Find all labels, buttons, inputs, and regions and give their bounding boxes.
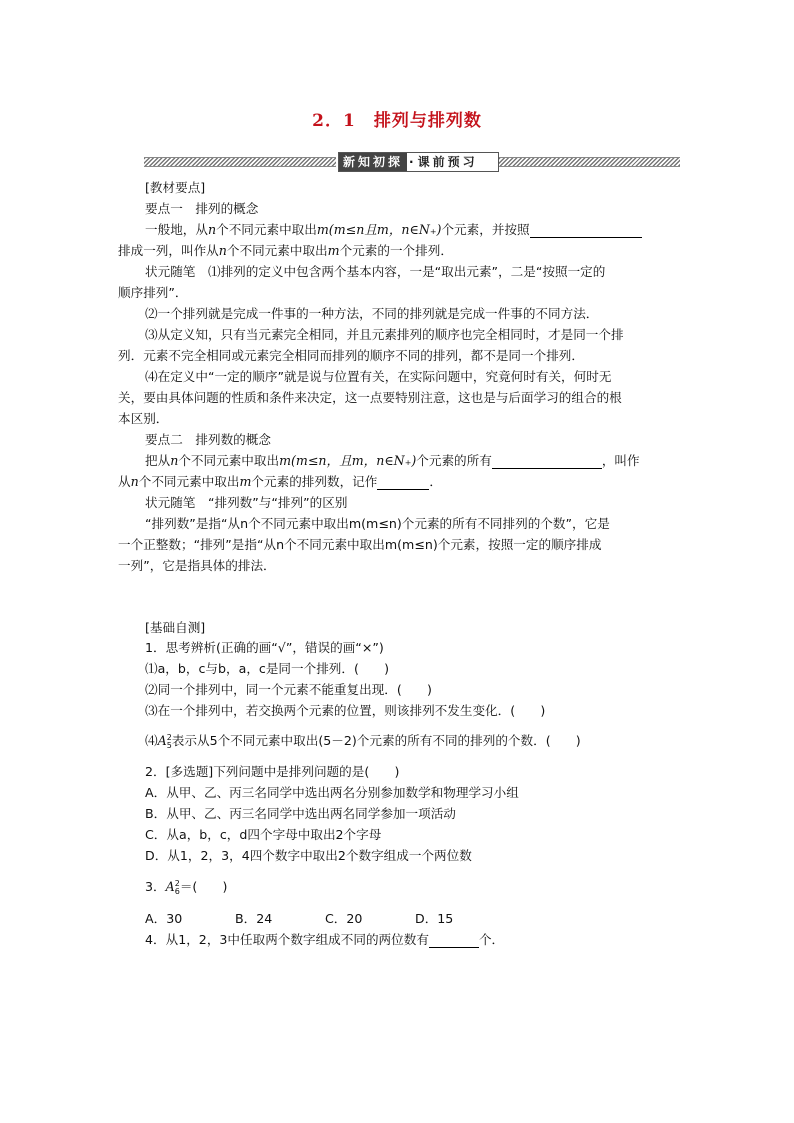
question-2-option-d: D．从1，2，3，4四个数字中取出2个数字组成一个两位数: [145, 848, 472, 863]
fill-blank-2[interactable]: [492, 456, 602, 469]
question-1-3: ⑶在一个排列中，若交换两个元素的位置，则该排列不发生变化．( ): [145, 703, 546, 718]
banner-dot: ·: [409, 155, 414, 169]
note2: ⑵一个排列就是完成一件事的一种方法，不同的排列就是完成一件事的不同方法．: [145, 306, 599, 321]
question-4: 4．从1，2，3中任取两个数字组成不同的两位数有 个．: [145, 932, 505, 947]
banner-label-box: [338, 152, 499, 172]
question-3-options: [145, 911, 475, 927]
question-2-option-b: B．从甲、乙、丙三名同学中选出两名同学参加一项活动: [145, 806, 456, 821]
section-header-basic-self-test: [基础自测]: [145, 620, 206, 635]
question-3-option-b: B．24: [235, 911, 273, 926]
page-title: 2．1 排列与排列数: [312, 111, 482, 131]
point1-definition-line2: 排成一列，叫作从n个不同元素中取出m个元素的一个排列．: [118, 243, 453, 258]
banner-label-preview: 课前预习: [417, 155, 478, 169]
question-1-4: ⑷A 2 5 表示从5个不同元素中取出(5－2)个元素的所有不同的排列的个数．( ): [145, 732, 581, 750]
question-3-option-a: A．30: [145, 911, 183, 926]
note5: 状元随笔 “排列数”与“排列”的区别: [145, 495, 348, 510]
point1-definition-line1: 一般地，从n个不同元素中取出m(m≤n且m，n∈N₊)个元素，并按照: [145, 222, 642, 238]
question-1-2: ⑵同一个排列中，同一个元素不能重复出现．( ): [145, 682, 432, 697]
banner-hatch-right: [499, 157, 680, 167]
point1-title: 要点一 排列的概念: [145, 201, 259, 216]
note6-line2: 一个正整数；“排列”是指“从n个不同元素中取出m(m≤n)个元素，按照一定的顺序排成: [118, 537, 602, 552]
note3-line2: 列．元素不完全相同或元素完全相同而排列的顺序不同的排列，都不是同一个排列．: [118, 348, 584, 363]
note4-line2: 关，要由具体问题的性质和条件来决定，这一点要特别注意，这也是与后面学习的组合的根: [118, 390, 622, 405]
note4-line3: 本区别．: [118, 411, 169, 426]
banner-label-new: 新知初探: [339, 153, 407, 171]
banner-hatch-left: [144, 157, 336, 167]
fill-blank-1[interactable]: [530, 225, 642, 238]
question-2-option-a: A．从甲、乙、丙三名同学中选出两名分别参加数学和物理学习小组: [145, 785, 519, 800]
point2-title: 要点二 排列数的概念: [145, 432, 271, 447]
fill-blank-3[interactable]: [377, 477, 429, 490]
point2-definition-line1: 把从n个不同元素中取出m(m≤n，且m，n∈N₊)个元素的所有 ，叫作: [145, 453, 640, 468]
question-1: 1．思考辨析(正确的画“√”，错误的画“×”): [145, 640, 384, 655]
fill-blank-4[interactable]: [429, 935, 479, 948]
question-3-option-c: C．20: [325, 911, 363, 926]
question-3-option-d: D．15: [415, 911, 454, 926]
note1-line2: 顺序排列”．: [118, 285, 188, 300]
note4-line1: ⑷在定义中“一定的顺序”就是说与位置有关，在实际问题中，究竟何时有关，何时无: [145, 369, 612, 384]
point2-definition-line2: 从n个不同元素中取出m个元素的排列数，记作 ．: [118, 474, 442, 489]
note6-line3: 一列”，它是指具体的排法．: [118, 558, 276, 573]
section-header-textbook-points: [教材要点]: [145, 180, 206, 195]
note1-line1: 状元随笔 ⑴排列的定义中包含两个基本内容，一是“取出元素”，二是“按照一定的: [145, 264, 606, 279]
note6-line1: “排列数”是指“从n个不同元素中取出m(m≤n)个元素的所有不同排列的个数”，它是: [145, 516, 610, 531]
question-2: 2．[多选题]下列问题中是排列问题的是( ): [145, 764, 400, 779]
question-1-1: ⑴a，b，c与b，a，c是同一个排列．( ): [145, 661, 390, 676]
question-2-option-c: C．从a，b，c，d四个字母中取出2个字母: [145, 827, 382, 842]
question-3: 3．A 2 6 ＝( ): [145, 878, 228, 896]
note3-line1: ⑶从定义知，只有当元素完全相同，并且元素排列的顺序也完全相同时，才是同一个排: [145, 327, 624, 342]
section-banner: [144, 152, 680, 172]
